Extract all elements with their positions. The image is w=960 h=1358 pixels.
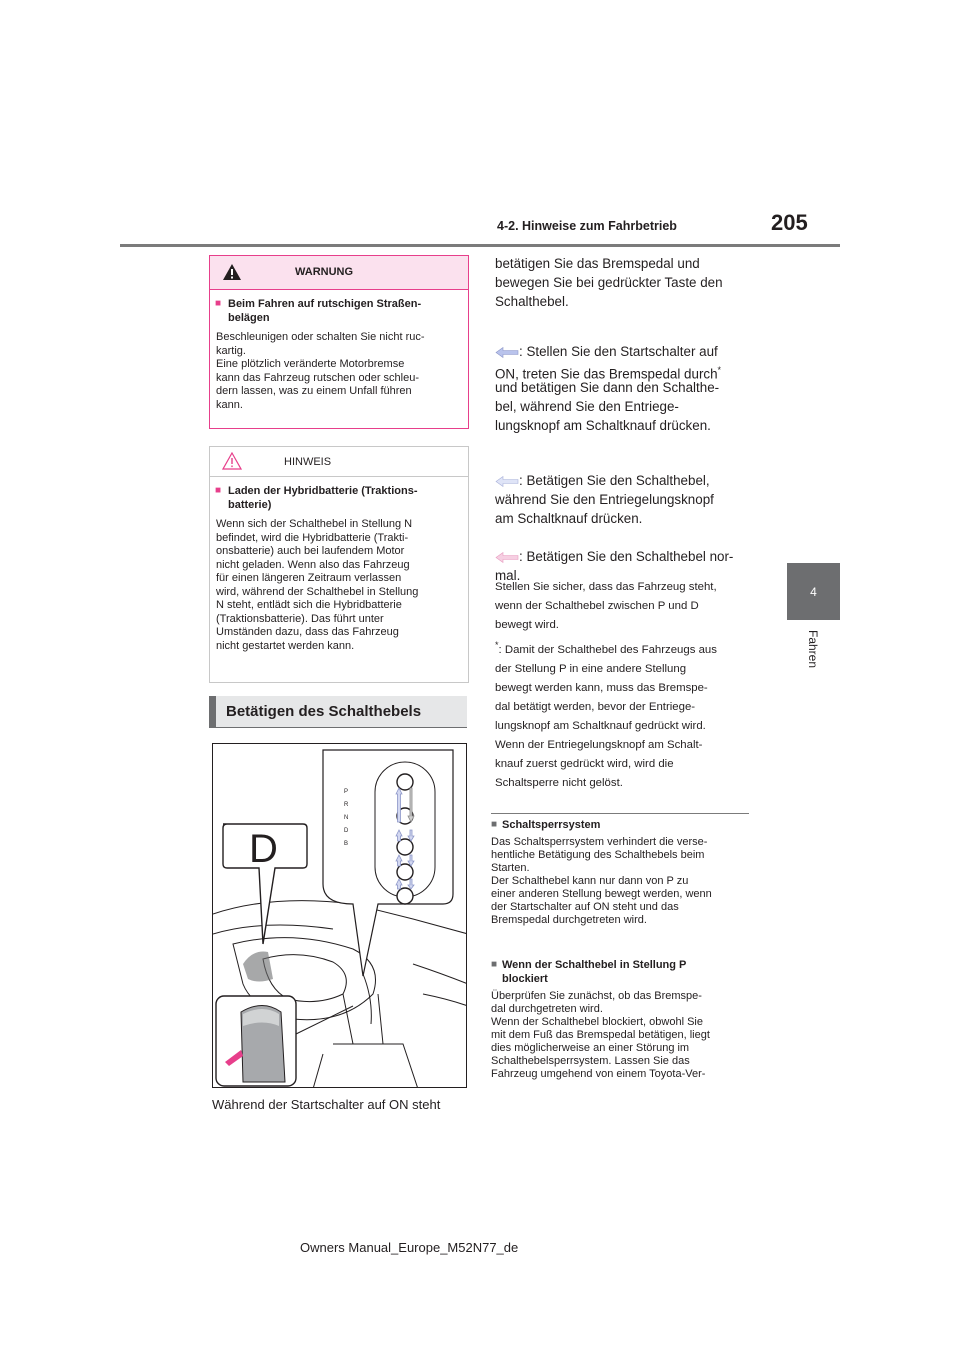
paragraph-arrow-2-text: : Betätigen Sie den Schalthebel, während Sie den Entriegelungsknopf am Schaltknauf drücken. <box>495 473 714 526</box>
paragraph-arrow-1-text: : Stellen Sie den Startschalter auf ON, treten Sie das Bremspedal durch <box>495 344 718 382</box>
note-title: HINWEIS <box>284 456 332 468</box>
note-box <box>209 446 469 683</box>
header-section-title: 4-2. Hinweise zum Fahrbetrieb <box>497 219 677 233</box>
section-rule <box>491 813 749 814</box>
gate-letter: D <box>344 828 349 834</box>
shift-lever-illustration <box>212 743 467 1088</box>
gate-letter: B <box>344 841 349 847</box>
arrow-light-blue-icon <box>495 476 519 487</box>
paragraph-arrow-1 <box>495 323 750 383</box>
subsection-lever-blocked <box>491 958 749 1081</box>
subsection-title: ■ Wenn der Schalthebel in Stellung P blockiert <box>491 958 749 986</box>
warning-title: WARNUNG <box>295 266 354 278</box>
paragraph-arrow-3 <box>495 528 750 585</box>
note-body: Wenn sich der Schalthebel in Stellung N befindet, wird die Hybridbatterie (Trakti- onsbatterie) auch bei laufendem Motor nicht geladen. Wenn also das Fahrzeug für einen längeren Zeitraum verlassen wird, während der Schalthebel in Stellung N steht, entlädt sich die Hybridbatterie (Traktionsbatterie). Das führt unter Umständen dazu, dass das Fahrzeug nicht gestartet werden kann. <box>216 518 419 652</box>
footnote-asterisk: * <box>495 640 499 650</box>
page-number: 205 <box>771 210 808 235</box>
warning-body: Beschleunigen oder schalten Sie nicht ruc- kartig. Eine plötzlich veränderte Motorbremse kann das Fahrzeug rutschen oder schleu- dern lassen, was zu einem Unfall führen kann. <box>216 331 425 411</box>
paragraph-intro: betätigen Sie das Bremspedal und bewegen Sie bei gedrückter Taste den Schalthebel. <box>495 256 723 309</box>
callout-letter: D <box>249 827 278 871</box>
caution-triangle-icon <box>222 452 242 470</box>
gate-letter: R <box>344 802 349 808</box>
subsection-title: ■ Schaltsperrsystem <box>491 818 749 832</box>
paragraph-arrow-3-text: : Betätigen Sie den Schalthebel nor- mal. <box>495 549 734 583</box>
arrow-blue-icon <box>495 347 519 358</box>
paragraph-note: Stellen Sie sicher, dass das Fahrzeug steht, wenn der Schalthebel zwischen P und D bewegt wird. <box>495 581 717 631</box>
gate-letter: N <box>344 815 349 821</box>
footnote-mark: * <box>717 365 722 375</box>
warning-box-header <box>210 256 468 290</box>
footnote-text: : Damit der Schalthebel des Fahrzeugs aus der Stellung P in eine andere Stellung bewegt werden kann, muss das Bremspe- dal betätigt werden, bevor der Entriege- lungsknopf am Schaltknauf gedrückt wird. Wenn der Entriegelungsknopf am Schalt- knauf zuerst gedrückt wird, wird die Schaltsperre nicht gelöst. <box>495 643 717 789</box>
chapter-tab-label: Fahren <box>806 630 820 669</box>
footer-text: Owners Manual_Europe_M52N77_de <box>300 1240 519 1255</box>
arrow-pink-icon <box>495 552 519 563</box>
gate-letter: P <box>344 789 349 795</box>
figure-caption: Während der Startschalter auf ON steht <box>212 1097 441 1112</box>
subsection-shift-lock <box>491 818 749 927</box>
paragraph-arrow-2 <box>495 452 750 528</box>
section-heading-text: Betätigen des Schalthebels <box>226 703 422 720</box>
header-rule <box>120 244 840 247</box>
section-heading <box>209 696 467 728</box>
note-box-header <box>210 447 468 477</box>
warning-triangle-icon <box>222 263 242 281</box>
subsection-body: Überprüfen Sie zunächst, ob das Bremspe- dal durchgetreten wird. Wenn der Schalthebel blockiert, obwohl Sie mit dem Fuß das Bremspedal betätigen, liegt dies möglicherweise an einer Störung im Schalthebelsperrsystem. Lassen Sie das Fahrzeug umgehend von einem Toyota-Ver- <box>491 990 710 1080</box>
subsection-body: Das Schaltsperrsystem verhindert die verse- hentliche Betätigung des Schalthebels beim Starten. Der Schalthebel kann nur dann von P zu einer anderen Stellung bewegt werden, wenn der Startschalter auf ON steht und das Bremspedal durchgetreten wird. <box>491 836 712 926</box>
note-subheading: ■ Laden der Hybridbatterie (Traktions- batterie) <box>210 477 468 512</box>
warning-box <box>209 255 469 429</box>
warning-subheading: ■ Beim Fahren auf rutschigen Straßen- belägen <box>210 290 468 325</box>
paragraph-arrow-1-cont: und betätigen Sie dann den Schalthe- bel, während Sie den Entriege- lungsknopf am Schaltknauf drücken. <box>495 380 720 433</box>
chapter-tab: 4 <box>787 563 840 620</box>
footnote <box>495 636 750 793</box>
shift-lever-drawing <box>213 744 467 1088</box>
